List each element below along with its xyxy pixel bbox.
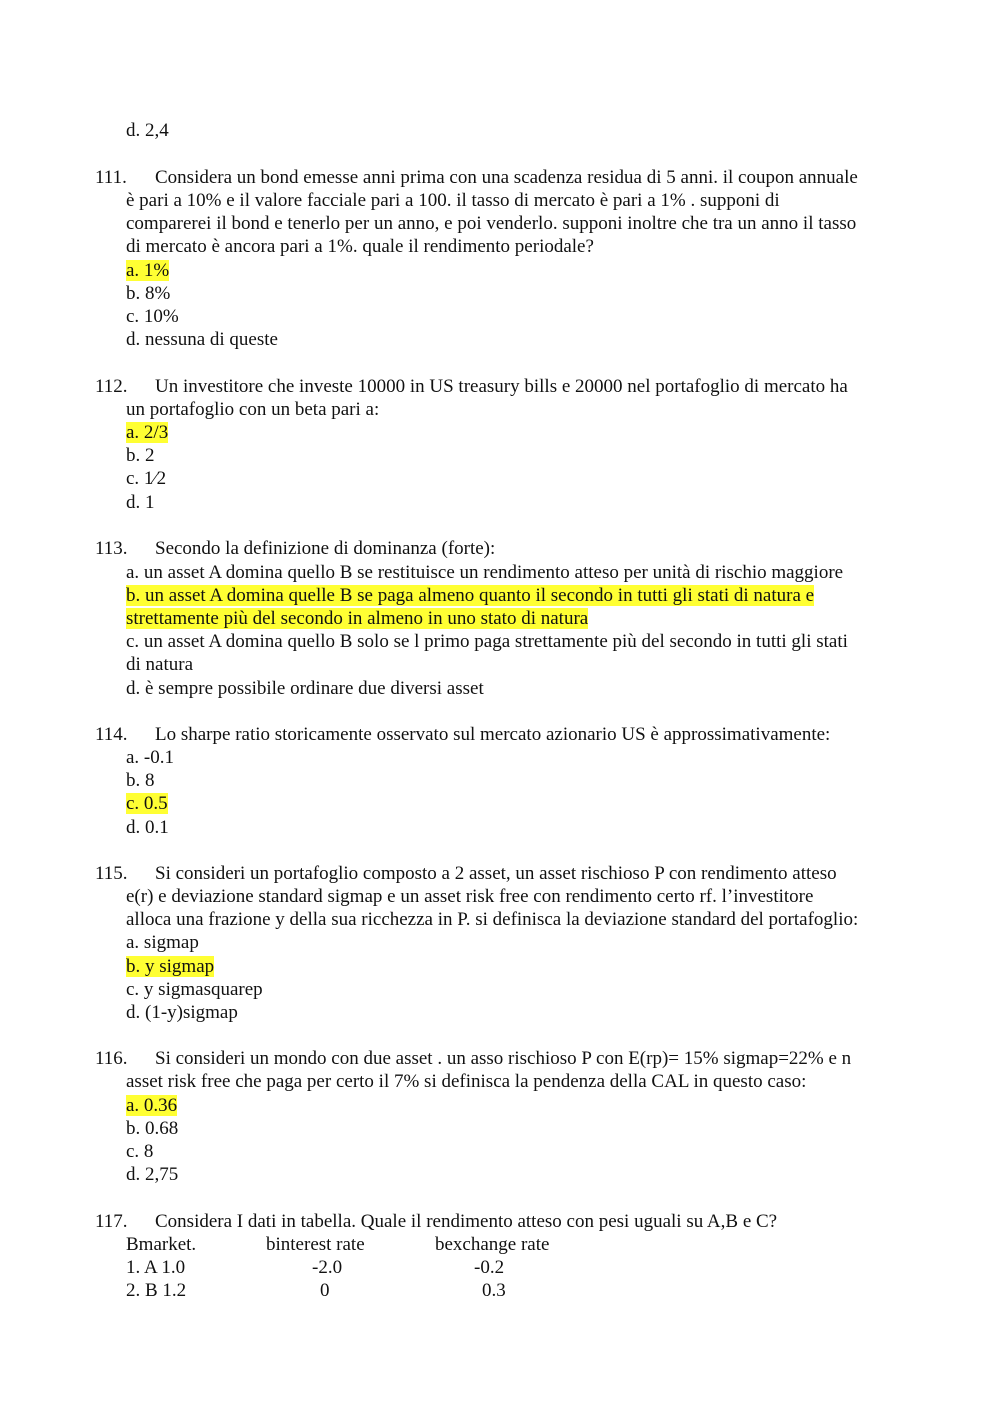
table-cell: 1. A 1.0: [126, 1257, 186, 1278]
q113-answer-highlight: strettamente più del secondo in almeno in uno stato di natura: [126, 608, 589, 629]
q114-answer-highlight: c. 0.5: [126, 793, 168, 814]
q115-option-b: [126, 955, 214, 978]
q116-text-line: Si consideri un mondo con due asset . un asso rischioso P con E(rp)= 15% sigmap=22% e n: [155, 1048, 852, 1069]
q112-text-line: Un investitore che investe 10000 in US treasury bills e 20000 nel portafoglio di mercato ha: [155, 376, 848, 397]
q116-text-line: asset risk free che paga per certo il 7% si definisca la pendenza della CAL in questo caso:: [126, 1071, 807, 1092]
q111-option-b: b. 8%: [126, 283, 171, 304]
q116-option-b: b. 0.68: [126, 1118, 179, 1139]
q116-option-a: [126, 1094, 177, 1117]
table-cell: 2. B 1.2: [126, 1280, 187, 1301]
q115-option-a: a. sigmap: [126, 932, 199, 953]
q114-number: 114.: [95, 724, 128, 745]
q111-option-a: [126, 259, 169, 282]
q116-option-d: d. 2,75: [126, 1164, 179, 1185]
q114-option-b: b. 8: [126, 770, 155, 791]
q115-option-c: c. y sigmasquarep: [126, 979, 263, 1000]
q111-option-c: c. 10%: [126, 306, 179, 327]
q111-answer-highlight: a. 1%: [126, 260, 170, 281]
q115-text-line: Si consideri un portafoglio composto a 2 asset, un asset rischioso P con rendimento atteso: [155, 863, 837, 884]
q112-option-c: c. 1⁄2: [126, 468, 167, 489]
q113-option-c-cont: di natura: [126, 654, 194, 675]
table-cell: 0: [320, 1280, 330, 1301]
q114-option-c: [126, 792, 168, 815]
q111-text-line: comparerei il bond e tenerlo per un anno, e poi venderlo. supponi inoltre che tra un anno il tasso: [126, 213, 857, 234]
q114-text-line: Lo sharpe ratio storicamente osservato sul mercato azionario US è approssimativamente:: [155, 724, 831, 745]
q116-option-c: c. 8: [126, 1141, 154, 1162]
q115-number: 115.: [95, 863, 128, 884]
table-header-cell: binterest rate: [266, 1234, 365, 1255]
q112-text-line: un portafoglio con un beta pari a:: [126, 399, 380, 420]
q113-number: 113.: [95, 538, 128, 559]
q115-text-line: alloca una frazione y della sua ricchezza in P. si definisca la deviazione standard del portafoglio:: [126, 909, 859, 930]
q111-text-line: di mercato è ancora pari a 1%. quale il rendimento periodale?: [126, 236, 594, 257]
table-header-cell: Bmarket.: [126, 1234, 197, 1255]
q113-text-line: Secondo la definizione di dominanza (forte):: [155, 538, 496, 559]
q112-number: 112.: [95, 376, 128, 397]
q115-answer-highlight: b. y sigmap: [126, 956, 215, 977]
q113-answer-highlight: b. un asset A domina quelle B se paga almeno quanto il secondo in tutti gli stati di natura e: [126, 585, 815, 606]
q117-number: 117.: [95, 1211, 128, 1232]
q115-option-d: d. (1-y)sigmap: [126, 1002, 238, 1023]
q111-number: 111.: [95, 167, 127, 188]
q111-text-line: Considera un bond emesse anni prima con una scadenza residua di 5 anni. il coupon annuale: [155, 167, 858, 188]
table-header-cell: bexchange rate: [435, 1234, 550, 1255]
q116-number: 116.: [95, 1048, 128, 1069]
q113-option-a: a. un asset A domina quello B se restituisce un rendimento atteso per unità di rischio maggiore: [126, 562, 844, 583]
table-cell: -2.0: [312, 1257, 343, 1278]
q111-option-d: d. nessuna di queste: [126, 329, 278, 350]
q116-answer-highlight: a. 0.36: [126, 1095, 178, 1116]
q114-option-d: d. 0.1: [126, 817, 169, 838]
table-cell: 0.3: [482, 1280, 506, 1301]
q112-option-b: b. 2: [126, 445, 155, 466]
q113-option-c: c. un asset A domina quello B solo se l primo paga strettamente più del secondo in tutti gli stati: [126, 631, 848, 652]
q113-option-b-cont: [126, 607, 588, 630]
q112-option-d: d. 1: [126, 492, 155, 513]
q112-answer-highlight: a. 2/3: [126, 422, 169, 443]
q117-text-line: Considera I dati in tabella. Quale il rendimento atteso con pesi uguali su A,B e C?: [155, 1211, 778, 1232]
prev-option-d: d. 2,4: [126, 120, 169, 141]
q113-option-d: d. è sempre possibile ordinare due diversi asset: [126, 678, 484, 699]
q115-text-line: e(r) e deviazione standard sigmap e un asset risk free con rendimento certo rf. l’investitore: [126, 886, 814, 907]
q114-option-a: a. -0.1: [126, 747, 175, 768]
q113-option-b: [126, 584, 814, 607]
q112-option-a: [126, 421, 168, 444]
q111-text-line: è pari a 10% e il valore facciale pari a 100. il tasso di mercato è pari a 1% . supponi di: [126, 190, 780, 211]
table-cell: -0.2: [474, 1257, 505, 1278]
